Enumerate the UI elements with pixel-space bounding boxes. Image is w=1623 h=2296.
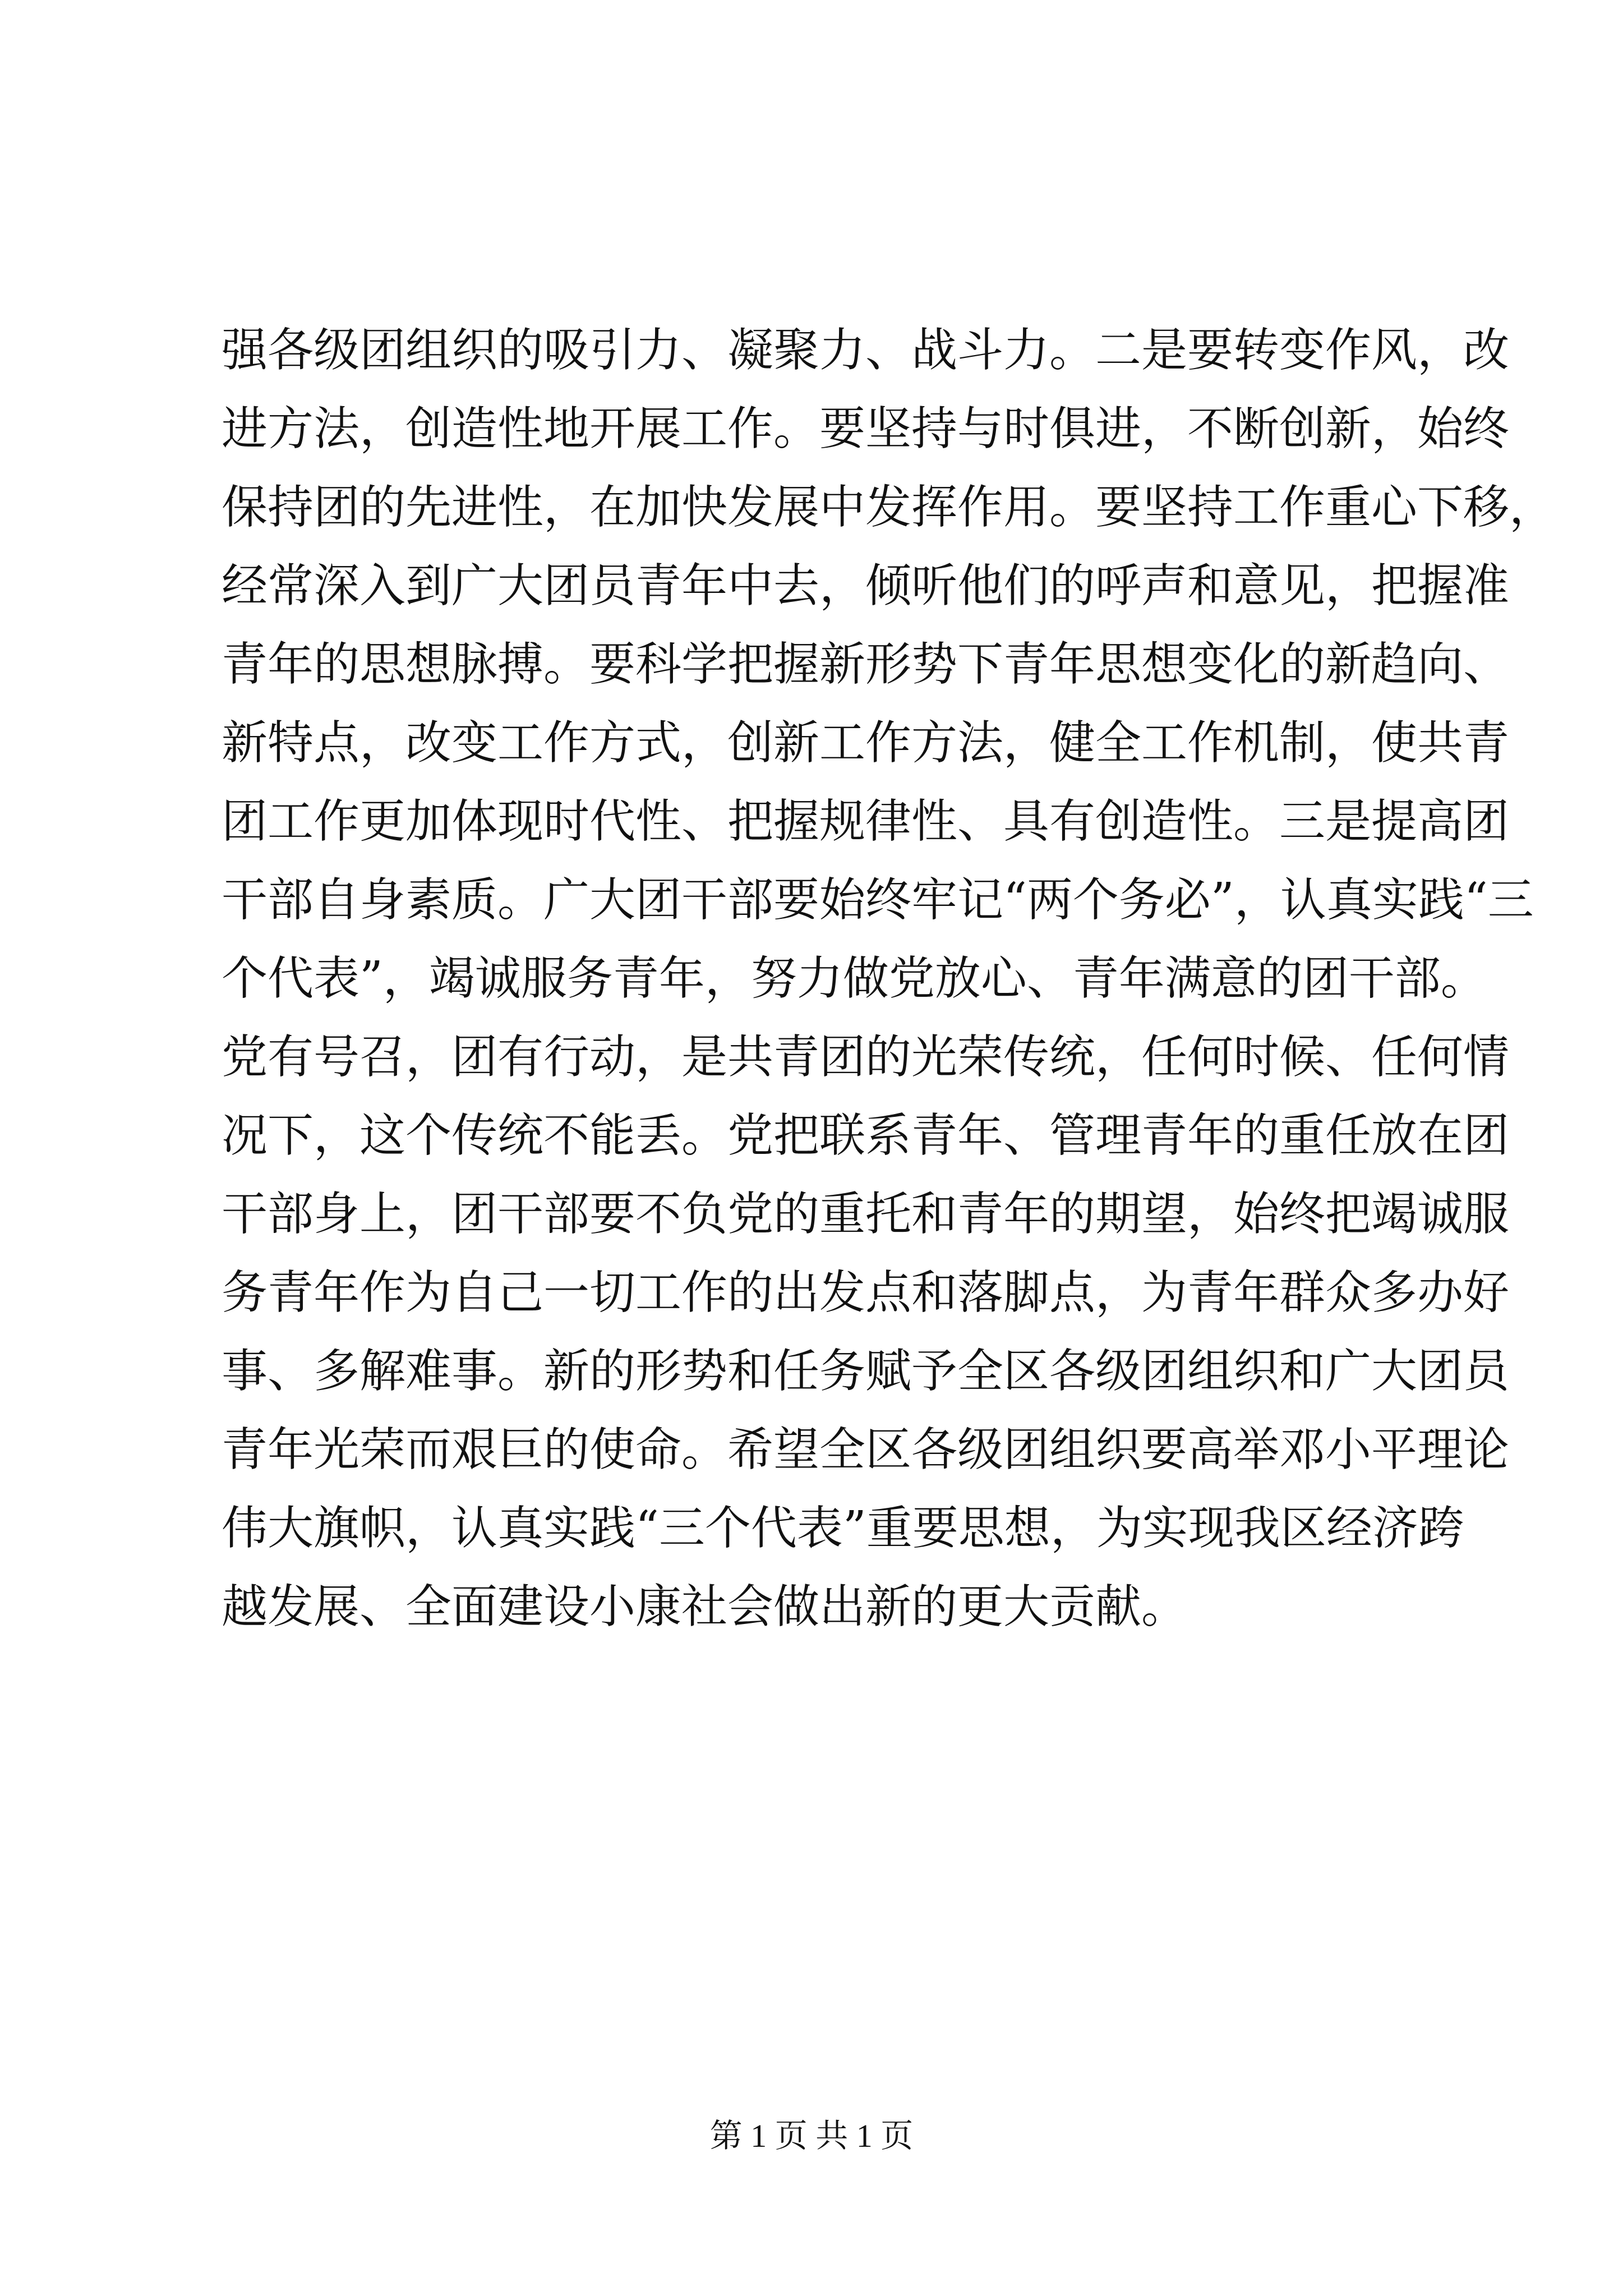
text-line: 强各级团组织的吸引力、凝聚力、战斗力。二是要转变作风，改: [222, 324, 1510, 377]
text-line: 个代表”，竭诚服务青年，努力做党放心、青年满意的团干部。: [222, 952, 1487, 1005]
text-line: 新特点，改变工作方式，创新工作方法，健全工作机制，使共青: [222, 716, 1510, 770]
text-line: 越发展、全面建设小康社会做出新的更大贡献。: [222, 1580, 1188, 1634]
body-paragraph: [222, 311, 1556, 1646]
text-line: 团工作更加体现时代性、把握规律性、具有创造性。三是提高团: [222, 795, 1510, 848]
text-line: 务青年作为自己一切工作的出发点和落脚点，为青年群众多办好: [222, 1266, 1510, 1319]
text-line: 况下，这个传统不能丢。党把联系青年、管理青年的重任放在团: [222, 1109, 1510, 1162]
text-line: 青年光荣而艰巨的使命。希望全区各级团组织要高举邓小平理论: [222, 1423, 1510, 1476]
text-line: 经常深入到广大团员青年中去，倾听他们的呼声和意见，把握准: [222, 559, 1510, 613]
text-line: 干部身上，团干部要不负党的重托和青年的期望，始终把竭诚服: [222, 1188, 1510, 1241]
text-line: 青年的思想脉搏。要科学把握新形势下青年思想变化的新趋向、: [222, 638, 1510, 691]
text-line: 伟大旗帜，认真实践“三个代表”重要思想，为实现我区经济跨: [222, 1502, 1464, 1555]
page-footer: 第 1 页 共 1 页: [709, 2118, 914, 2154]
text-line: 干部自身素质。广大团干部要始终牢记“两个务必”，认真实践“三: [222, 873, 1534, 927]
text-line: 进方法，创造性地开展工作。要坚持与时俱进，不断创新，始终: [222, 402, 1510, 455]
text-line: 事、多解难事。新的形势和任务赋予全区各级团组织和广大团员: [222, 1345, 1510, 1398]
text-line: 党有号召，团有行动，是共青团的光荣传统，任何时候、任何情: [222, 1030, 1510, 1084]
text-line: 保持团的先进性，在加快发展中发挥作用。要坚持工作重心下移，: [222, 481, 1556, 534]
